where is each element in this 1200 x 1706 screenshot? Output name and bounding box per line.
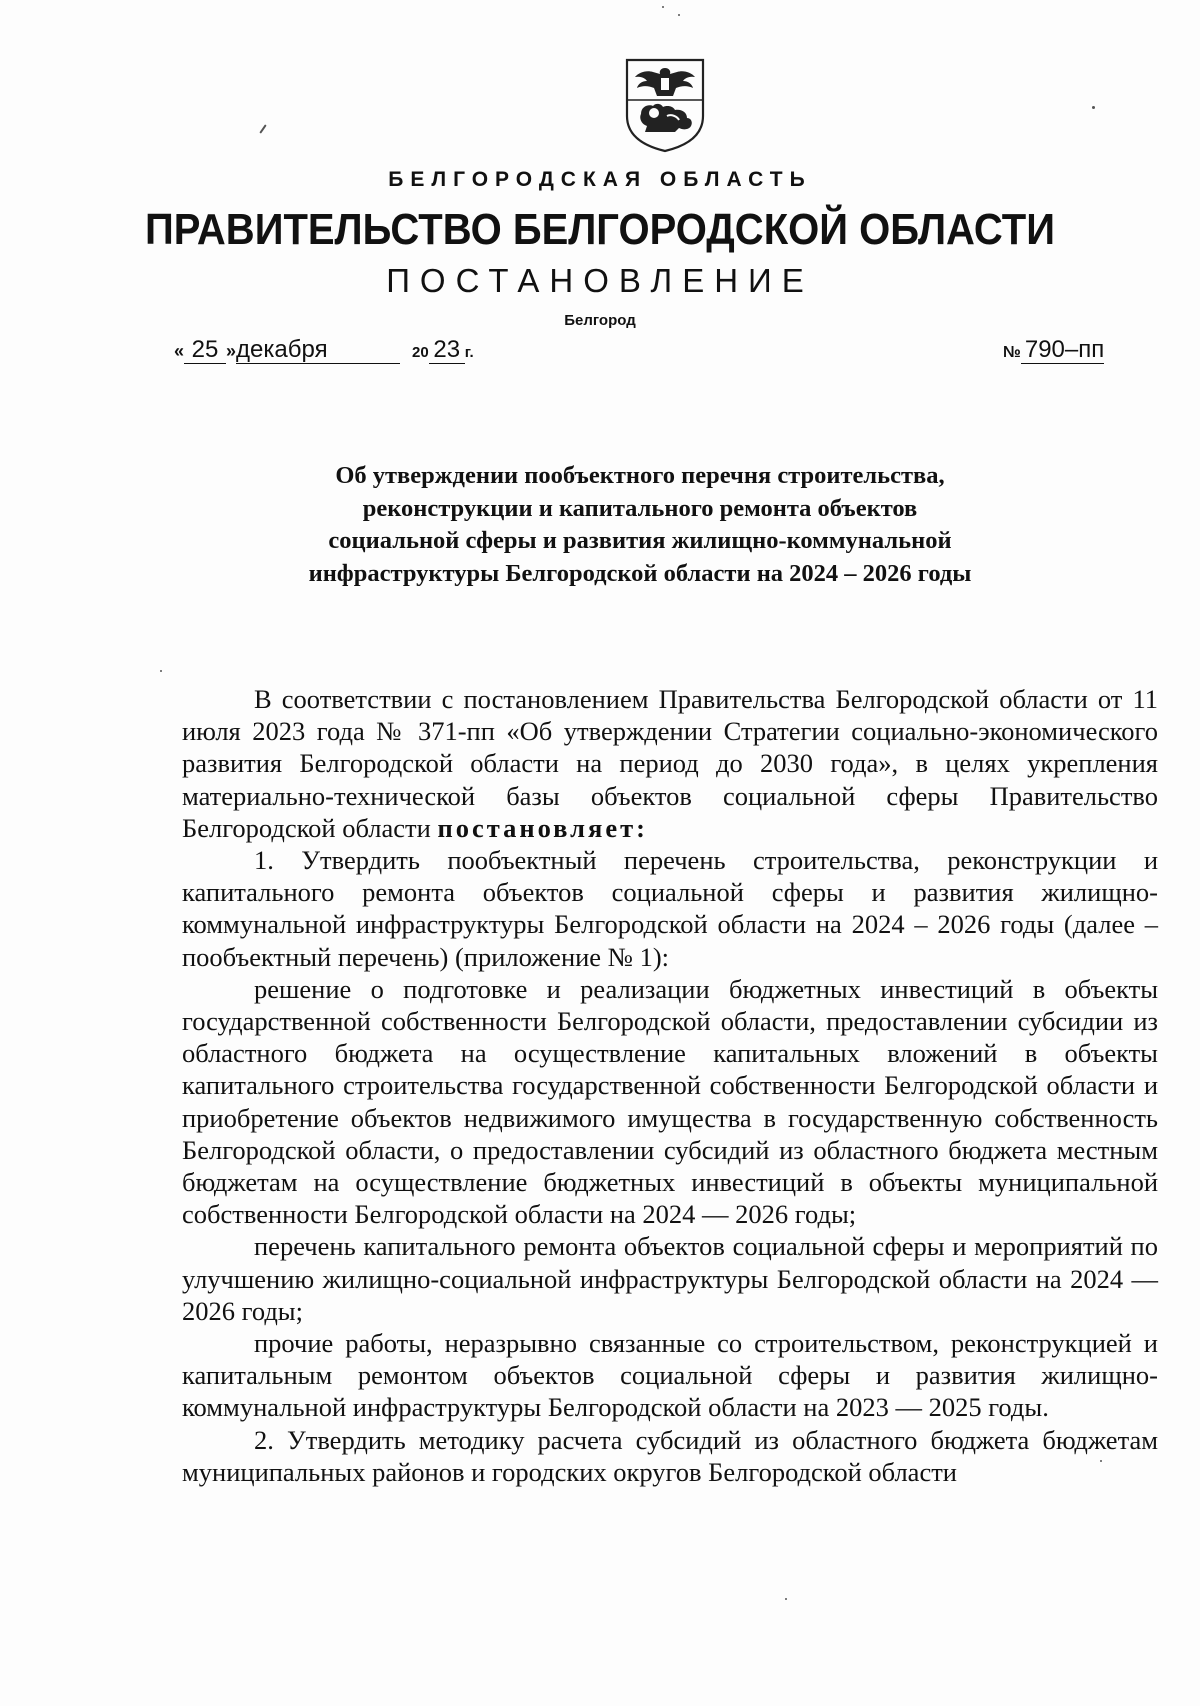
document-title — [240, 460, 1040, 590]
paragraph-subitem: прочие работы, неразрывно связанные со строительством, реконструкцией и капитальным ремонтом объектов социальной сферы и развития жилищно-коммунальной инфраструктуры Белгородской области на 2023 — 2025 годы. — [182, 1328, 1158, 1423]
date-day: 25 — [184, 337, 226, 364]
government-name: ПРАВИТЕЛЬСТВО БЕЛГОРОДСКОЙ ОБЛАСТИ — [145, 206, 1055, 254]
scan-speck — [1100, 1460, 1102, 1462]
coat-of-arms-emblem — [621, 56, 709, 154]
city-name: Белгород — [564, 312, 636, 329]
preamble-text: В соответствии с постановлением Правительства Белгородской области от 11 июля 2023 года № 371-пп «Об утверждении Стратегии социально-экономического развития Белгородской области на период до 2030 года», в целях укрепления материально-технической базы объектов социальной сферы Правительство Белгородской области — [182, 684, 1158, 843]
document-type: ПОСТАНОВЛЕНИЕ — [386, 262, 814, 299]
date-year-suffix: 23 — [429, 337, 465, 364]
scan-speck — [662, 6, 664, 8]
date-year-abbr: г. — [464, 344, 474, 361]
paragraph-subitem: перечень капитального ремонта объектов социальной сферы и мероприятий по улучшению жилищно-социальной инфраструктуры Белгородской области на 2024 — 2026 годы; — [182, 1231, 1158, 1326]
title-line: инфраструктуры Белгородской области на 2024 – 2026 годы — [308, 559, 972, 587]
date-month: декабря — [236, 337, 400, 364]
preamble-emphasis: постановляет: — [437, 812, 648, 843]
scan-speck — [678, 14, 680, 16]
paragraph-subitem: решение о подготовке и реализации бюджетных инвестиций в объекты государственной собственности Белгородской области, предоставлении субсидии из областного бюджета на осуществление капитальных вложений в объекты капитального строительства государственной собственности Белгородской области и приобретение объектов недвижимого имущества в государственную собственность Белгородской области, о предоставлении субсидий из областного бюджета местным бюджетам на осуществление бюджетных инвестиций в объекты муниципальной собственности Белгородской области на 2024 — 2026 годы; — [182, 973, 1158, 1230]
number-value: 790–пп — [1021, 337, 1104, 364]
document-date — [174, 336, 474, 364]
title-line: Об утверждении пообъектного перечня строительства, — [335, 462, 945, 489]
date-open-quote: « — [174, 341, 185, 361]
date-close-quote: » — [226, 341, 237, 361]
title-line: социальной сферы и развития жилищно-коммунальной — [328, 527, 952, 554]
scan-speck — [160, 670, 162, 672]
date-year-prefix: 20 — [412, 344, 429, 361]
document-number — [1003, 336, 1104, 364]
region-name: БЕЛГОРОДСКАЯ ОБЛАСТЬ — [388, 168, 812, 191]
paragraph-item-2: 2. Утвердить методику расчета субсидий из областного бюджета бюджетам муниципальных районов и городских округов Белгородской области — [182, 1424, 1158, 1487]
scan-speck — [1092, 106, 1095, 109]
paragraph-preamble — [182, 683, 1158, 844]
scan-speck — [259, 124, 266, 133]
document-body — [182, 683, 1158, 1488]
paragraph-item-1: 1. Утвердить пообъектный перечень строительства, реконструкции и капитального ремонта объектов социальной сферы и развития жилищно-коммунальной инфраструктуры Белгородской области на 2024 – 2026 годы (далее – пообъектный перечень) (приложение № 1): — [182, 845, 1158, 972]
title-line: реконструкции и капитального ремонта объектов — [362, 494, 918, 522]
scan-speck — [785, 1598, 787, 1600]
number-sign: № — [1003, 344, 1021, 361]
